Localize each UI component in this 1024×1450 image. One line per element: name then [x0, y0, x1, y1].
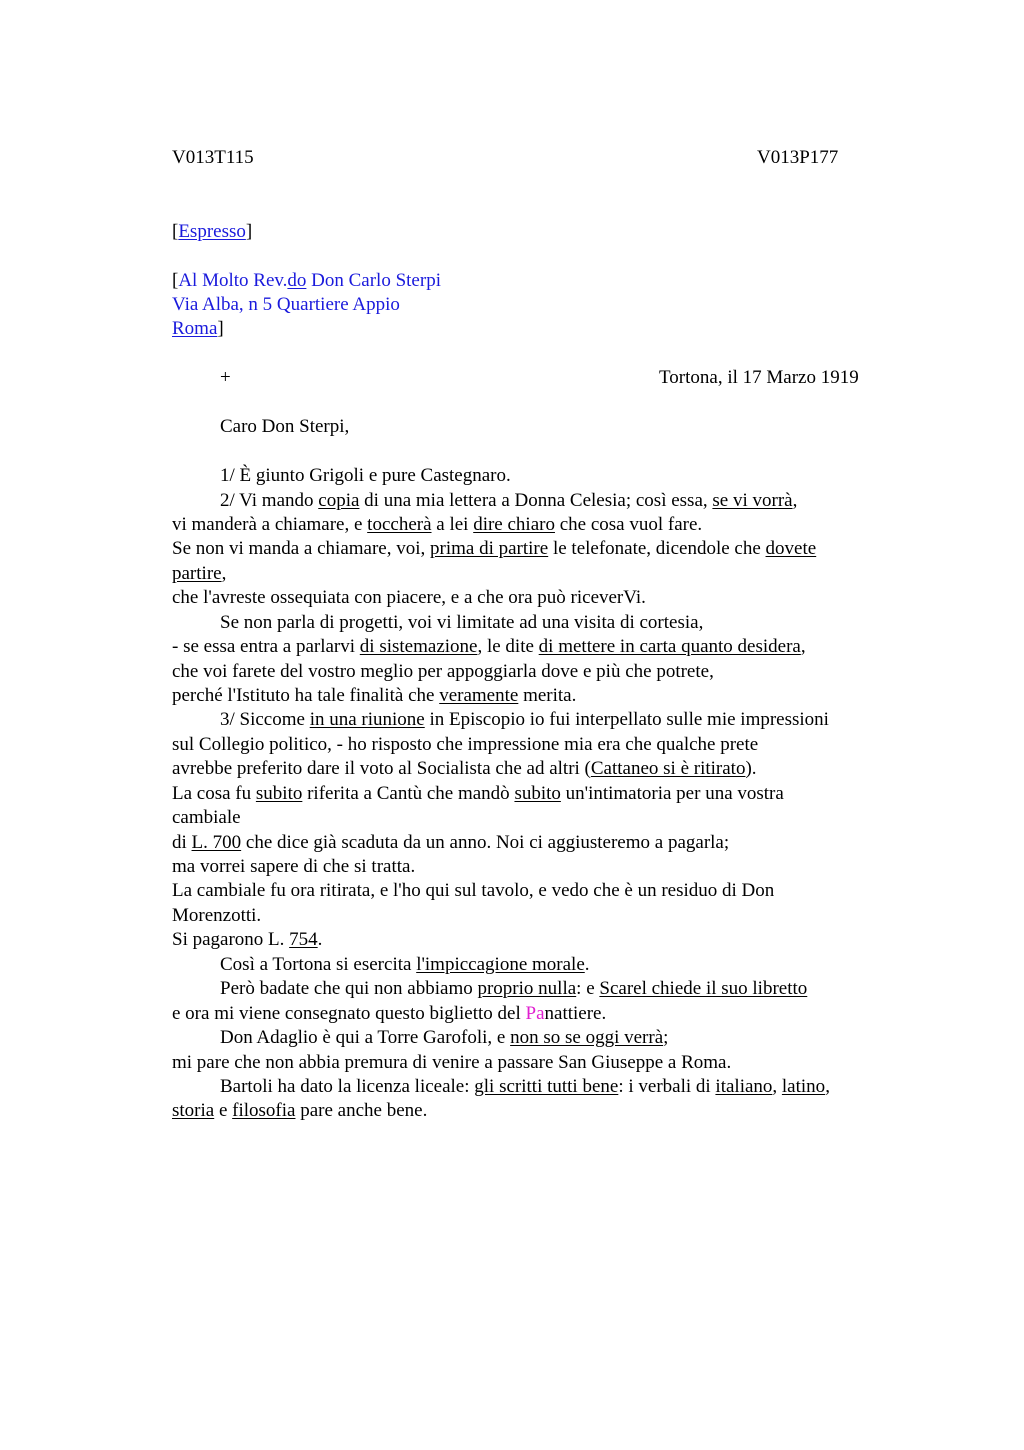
body-line: Se non vi manda a chiamare, voi, prima di partire le telefonate, dicendole che dovete [172, 538, 817, 559]
body-line: sul Collegio politico, - ho risposto che impressione mia era che qualche prete [172, 734, 759, 755]
body-line: cambiale [172, 807, 241, 828]
cross-symbol: + [220, 367, 231, 388]
body-line: La cosa fu subito riferita a Cantù che mandò subito un'intimatoria per una vostra [172, 783, 784, 804]
body-line: - se essa entra a parlarvi di sistemazione, le dite di mettere in carta quanto desidera, [172, 636, 806, 657]
delivery-note: [Espresso] [172, 221, 253, 242]
place-date: Tortona, il 17 Marzo 1919 [659, 367, 859, 388]
body-line: La cambiale fu ora ritirata, e l'ho qui sul tavolo, e vedo che è un residuo di Don [172, 880, 775, 901]
address-line-1: [Al Molto Rev.do Don Carlo Sterpi [172, 270, 441, 291]
body-line: 3/ Siccome in una riunione in Episcopio io fui interpellato sulle mie impressioni [220, 709, 829, 730]
body-line: Bartoli ha dato la licenza liceale: gli scritti tutti bene: i verbali di italiano, latino, [220, 1076, 830, 1097]
body-line: Morenzotti. [172, 905, 262, 926]
body-line: storia e filosofia pare anche bene. [172, 1100, 428, 1121]
body-line: 1/ È giunto Grigoli e pure Castegnaro. [220, 465, 511, 486]
body-line: Si pagarono L. 754. [172, 929, 323, 950]
body-line: avrebbe preferito dare il voto al Socialista che ad altri (Cattaneo si è ritirato). [172, 758, 757, 779]
body-line: partire, [172, 563, 227, 584]
body-line: di L. 700 che dice già scaduta da un anno. Noi ci aggiusteremo a pagarla; [172, 832, 730, 853]
espresso-link[interactable]: Espresso [178, 221, 246, 242]
salutation: Caro Don Sterpi, [220, 416, 350, 437]
body-line: mi pare che non abbia premura di venire a passare San Giuseppe a Roma. [172, 1052, 732, 1073]
document-code-left: V013T115 [172, 147, 254, 168]
address-line-3: Roma] [172, 318, 224, 339]
body-line: che l'avreste ossequiata con piacere, e a che ora può riceverVi. [172, 587, 646, 608]
highlighted-text: Pa [525, 1003, 545, 1024]
roma-link[interactable]: Roma [172, 318, 218, 339]
document-code-right: V013P177 [757, 147, 839, 168]
body-line: perché l'Istituto ha tale finalità che veramente merita. [172, 685, 577, 706]
body-line: vi manderà a chiamare, e toccherà a lei dire chiaro che cosa vuol fare. [172, 514, 703, 535]
abbrev-do: do [287, 270, 307, 291]
body-line: e ora mi viene consegnato questo biglietto del Panattiere. [172, 1003, 607, 1024]
body-line: Però badate che qui non abbiamo proprio nulla: e Scarel chiede il suo libretto [220, 978, 808, 999]
body-line: Così a Tortona si esercita l'impiccagione morale. [220, 954, 590, 975]
body-line: ma vorrei sapere di che si tratta. [172, 856, 416, 877]
body-line: Don Adaglio è qui a Torre Garofoli, e non so se oggi verrà; [220, 1027, 669, 1048]
body-line: che voi farete del vostro meglio per appoggiarla dove e più che potrete, [172, 661, 714, 682]
body-line: 2/ Vi mando copia di una mia lettera a Donna Celesia; così essa, se vi vorrà, [220, 490, 798, 511]
address-line-2: Via Alba, n 5 Quartiere Appio [172, 294, 400, 315]
body-line: Se non parla di progetti, voi vi limitate ad una visita di cortesia, [220, 612, 704, 633]
